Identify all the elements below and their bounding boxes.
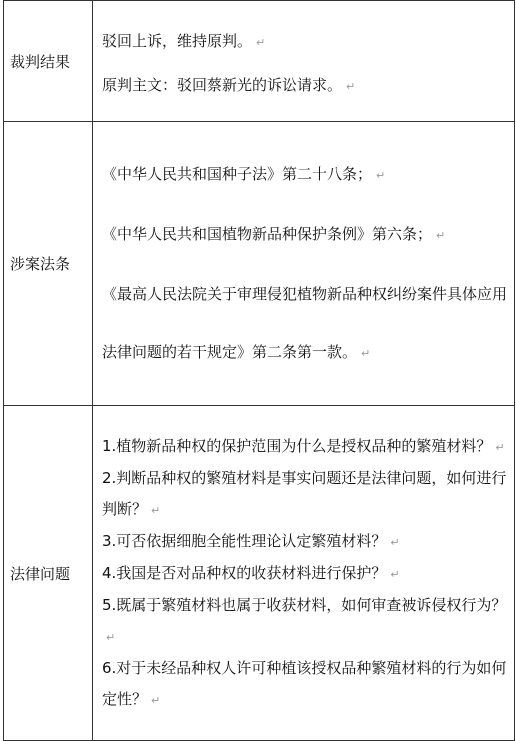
label-related-laws: 涉案法条	[4, 122, 93, 406]
paragraph-mark: ↵	[256, 36, 266, 49]
paragraph-mark: ↵	[376, 168, 386, 182]
paragraph-mark: ↵	[151, 503, 161, 517]
row-related-laws	[4, 122, 515, 406]
content-judgment-result	[93, 1, 515, 122]
issue-item: 5.既属于繁殖材料也属于收获材料，如何审查被诉侵权行为？↵	[102, 595, 507, 644]
paragraph-mark: ↵	[436, 228, 446, 242]
row-judgment-result	[4, 1, 515, 122]
paragraph: 《最高人民法院关于审理侵犯植物新品种权纠纷案件具体应用法律问题的若干规定》第二条第一款。 ↵	[102, 284, 508, 361]
paragraph-mark: ↵	[346, 80, 356, 93]
label-judgment-result: 裁判结果	[4, 1, 93, 122]
paragraph: 《中华人民共和国植物新品种保护条例》第六条； ↵	[102, 224, 446, 243]
paragraph: 驳回上诉，维持原判。 ↵	[102, 32, 266, 50]
case-summary-table	[3, 0, 515, 741]
paragraph-mark: ↵	[361, 346, 371, 360]
issue-item: 4.我国是否对品种权的收获材料进行保护？ ↵	[102, 563, 400, 582]
issue-item: 3.可否依据细胞全能性理论认定繁殖材料？ ↵	[102, 531, 400, 550]
content-legal-issues	[93, 406, 515, 741]
content-related-laws	[93, 122, 515, 406]
paragraph-mark: ↵	[151, 693, 161, 707]
issue-item: 2.判断品种权的繁殖材料是事实问题还是法律问题，如何进行判断？ ↵	[102, 468, 507, 518]
issue-item: 1.植物新品种权的保护范围为什么是授权品种的繁殖材料？ ↵	[102, 436, 505, 455]
paragraph-mark: ↵	[495, 440, 505, 454]
paragraph-mark: ↵	[390, 535, 400, 549]
issue-item: 6.对于未经品种权人许可种植该授权品种繁殖材料的行为如何定性？ ↵	[102, 658, 507, 708]
label-legal-issues: 法律问题	[4, 406, 93, 741]
paragraph: 《中华人民共和国种子法》第二十八条； ↵	[102, 164, 386, 183]
paragraph-mark: ↵	[106, 630, 116, 644]
paragraph-mark: ↵	[390, 567, 400, 581]
row-legal-issues	[4, 406, 515, 741]
paragraph: 原判主文：驳回蔡新光的诉讼请求。 ↵	[102, 76, 356, 94]
